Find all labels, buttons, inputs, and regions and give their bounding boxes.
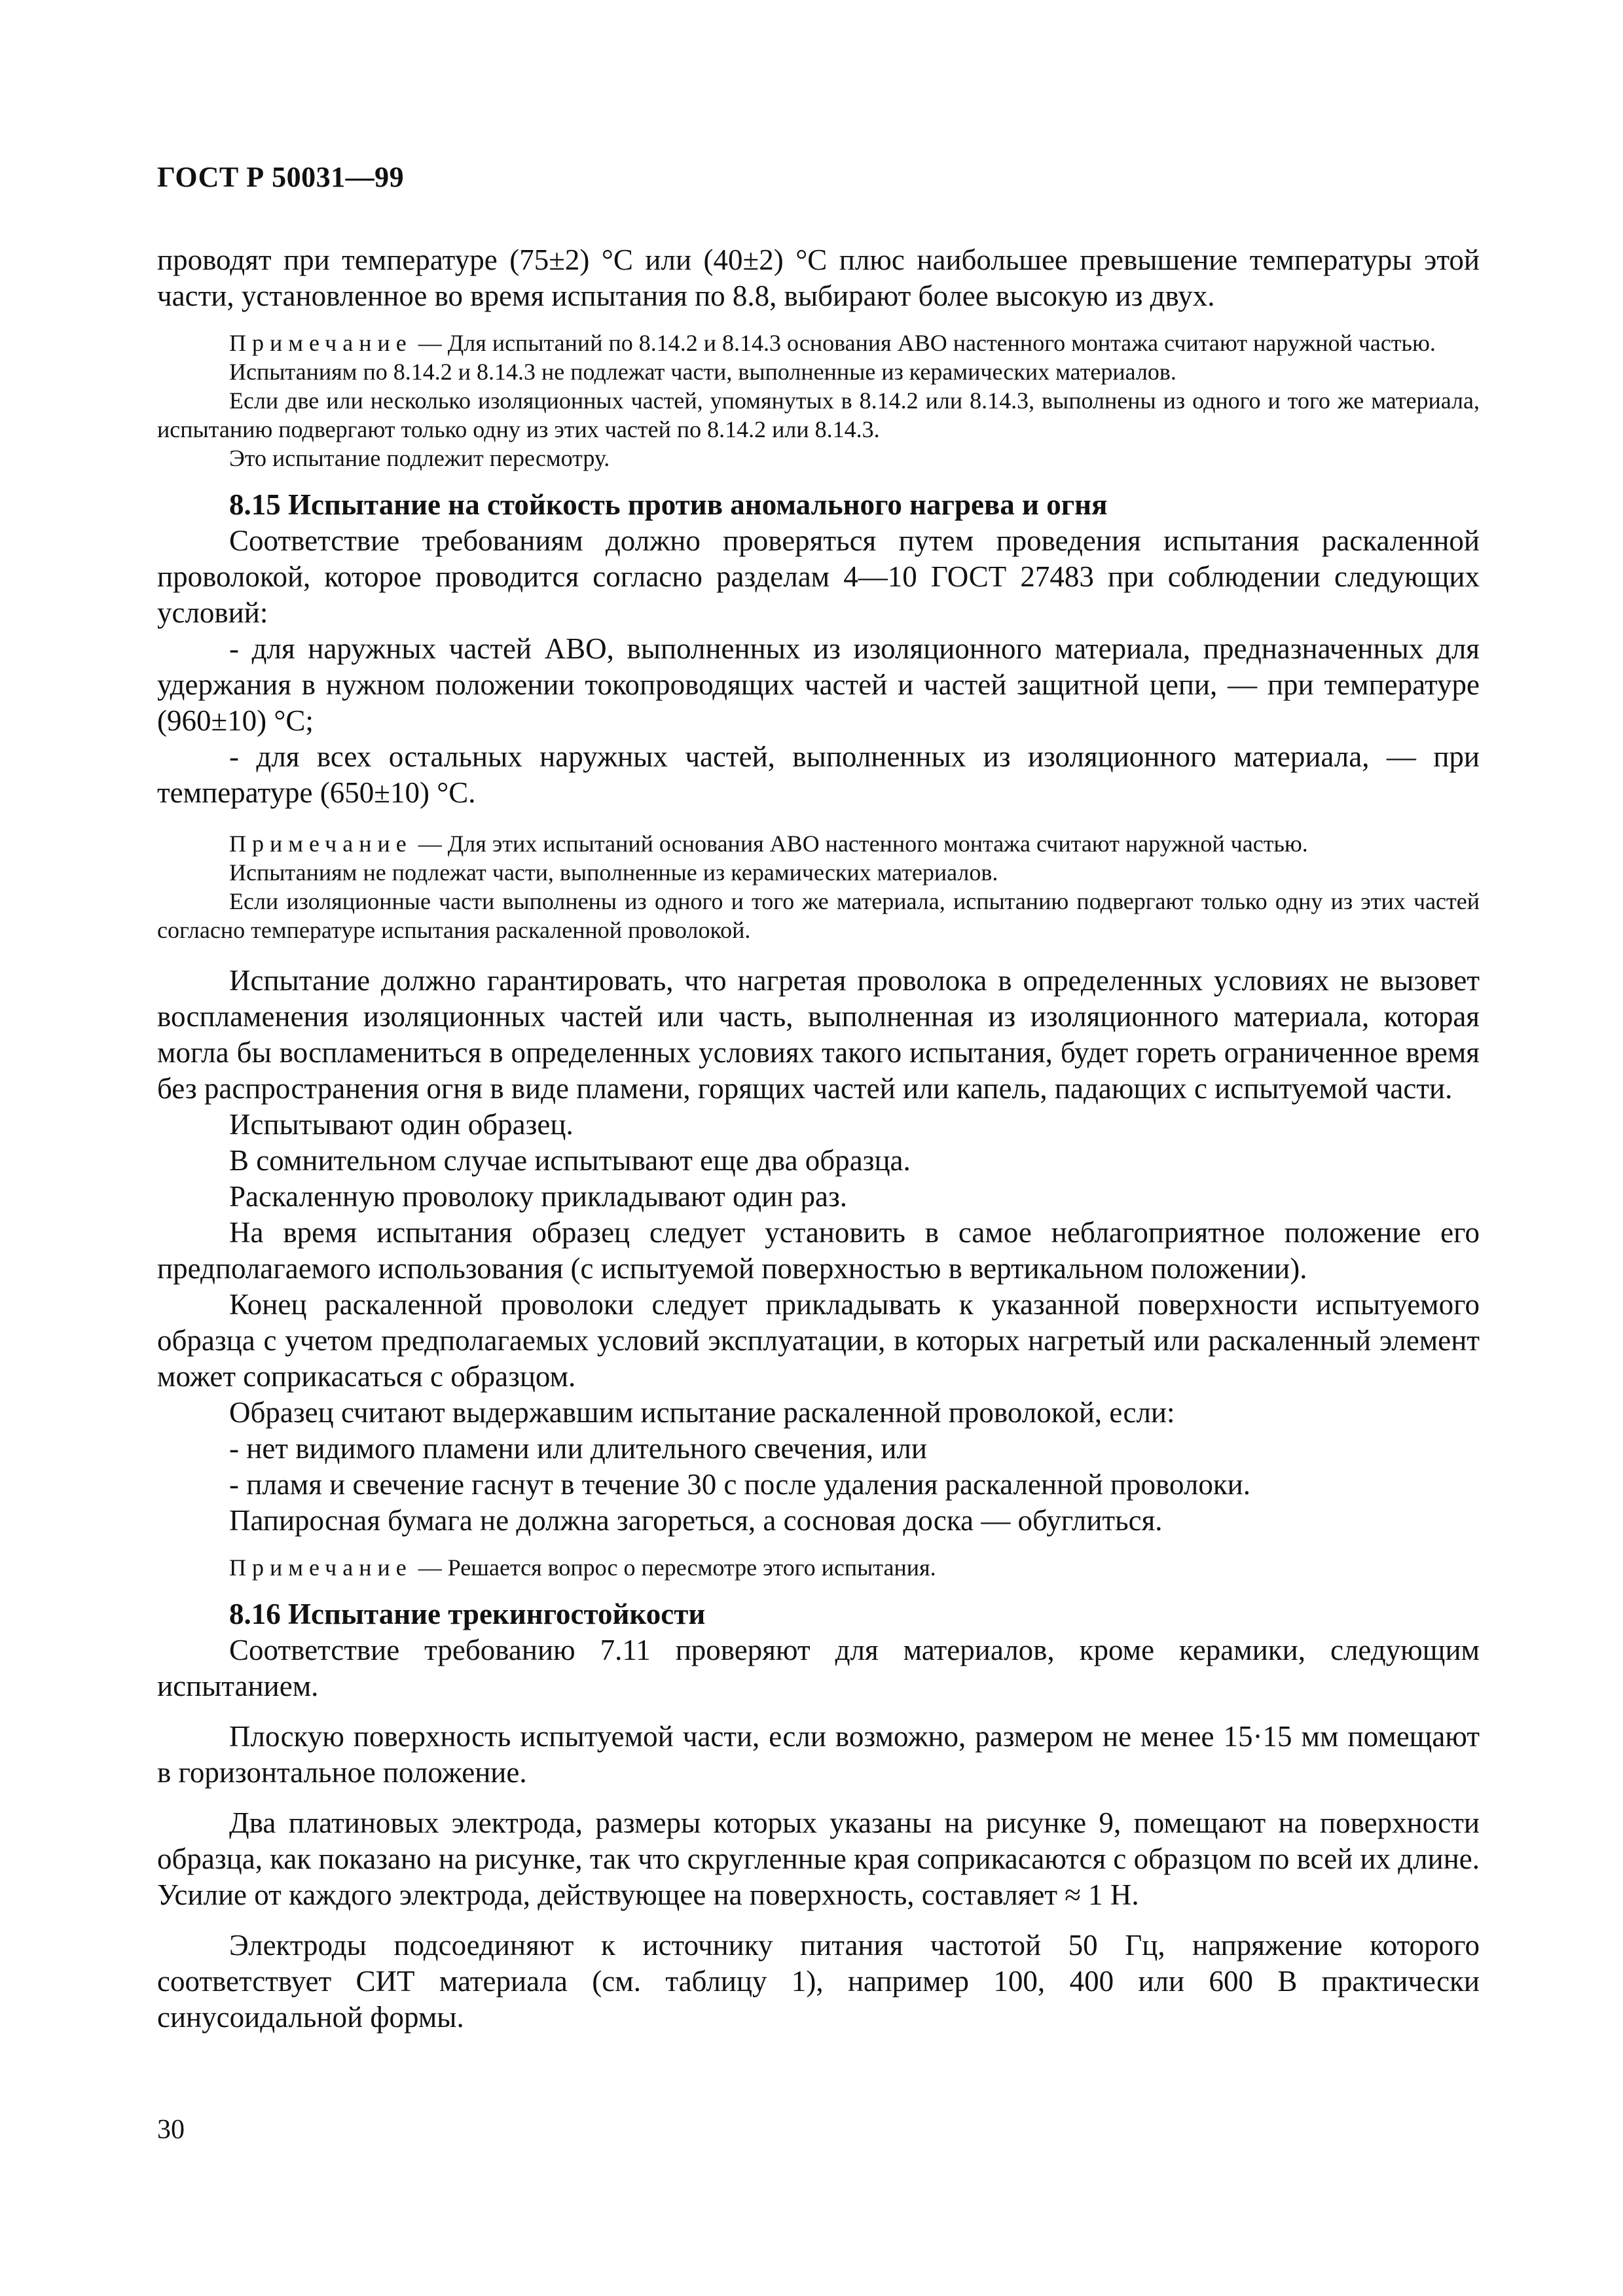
document-body (157, 242, 1480, 2036)
paragraph: Соответствие требованию 7.11 проверяют для материалов, кроме керамики, следующим испытанием. (157, 1634, 1480, 1702)
paragraph: В сомнительном случае испытывают еще два образца. (229, 1144, 911, 1177)
list-item: - для наружных частей АВО, выполненных из изоляционного материала, предназначенных для удержания в нужном положении токопроводящих частей и частей защитной цепи, — при температуре (960±10) °С; (157, 632, 1480, 737)
note-paragraph: Если изоляционные части выполнены из одного и того же материала, испытанию подвергают только одну из этих частей согласно температуре испытания раскаленной проволокой. (157, 888, 1480, 943)
section-heading-8-15: 8.15 Испытание на стойкость против аномального нагрева и огня (229, 488, 1108, 521)
note-text: — Для испытаний по 8.14.2 и 8.14.3 основания АВО настенного монтажа считают наружной частью. (412, 330, 1436, 356)
note-label: Примечание (229, 1554, 412, 1581)
note-text: — Для этих испытаний основания АВО настенного монтажа считают наружной частью. (412, 831, 1308, 857)
list-item: - для всех остальных наружных частей, выполненных из изоляционного материала, — при температуре (650±10) °С. (157, 740, 1480, 809)
paragraph: Плоскую поверхность испытуемой части, если возможно, размером не менее 15·15 мм помещают в горизонтальное положение. (157, 1720, 1480, 1789)
note-text: — Решается вопрос о пересмотре этого испытания. (412, 1554, 936, 1581)
paragraph: Электроды подсоединяют к источнику питания частотой 50 Гц, напряжение которого соответствует СИТ материала (см. таблицу 1), например 100, 400 или 600 В практически синусоидальной формы. (157, 1929, 1480, 2034)
paragraph: Папиросная бумага не должна загореться, а сосновая доска — обуглиться. (229, 1504, 1163, 1537)
note-paragraph: Если две или несколько изоляционных частей, упомянутых в 8.14.2 или 8.14.3, выполнены из одного и того же материала, испытанию подвергают только одну из этих частей по 8.14.2 или 8.14.3. (157, 387, 1480, 442)
document-page (157, 0, 1480, 2296)
note (157, 1553, 1480, 1582)
note-label: Примечание (229, 330, 412, 356)
paragraph: Образец считают выдержавшим испытание раскаленной проволокой, если: (229, 1396, 1175, 1429)
note-paragraph: Испытаниям по 8.14.2 и 8.14.3 не подлежат части, выполненные из керамических материалов. (229, 359, 1176, 385)
paragraph: проводят при температуре (75±2) °С или (40±2) °С плюс наибольшее превышение температуры этой части, установленное во время испытания по 8.8, выбирают более высокую из двух. (157, 243, 1480, 312)
section-heading-8-16: 8.16 Испытание трекингостойкости (229, 1598, 706, 1630)
list-item: - нет видимого пламени или длительного свечения, или (229, 1432, 927, 1465)
note (157, 329, 1480, 357)
page-number: 30 (157, 2115, 185, 2145)
paragraph: Испытание должно гарантировать, что нагретая проволока в определенных условиях не вызовет воспламенения изоляционных частей или часть, выполненная из изоляционного материала, которая могла бы воспламениться в определенных условиях такого испытания, будет гореть ограниченное время без распространения огня в виде пламени, горящих частей или капель, падающих с испытуемой части. (157, 964, 1480, 1105)
paragraph: Испытывают один образец. (229, 1108, 574, 1141)
page-header: ГОСТ Р 50031—99 (157, 161, 405, 193)
note-paragraph: Испытаниям не подлежат части, выполненные из керамических материалов. (229, 859, 998, 886)
paragraph: Соответствие требованиям должно проверяться путем проведения испытания раскаленной проволокой, которое проводится согласно разделам 4—10 ГОСТ 27483 при соблюдении следующих условий: (157, 524, 1480, 629)
paragraph: Конец раскаленной проволоки следует прикладывать к указанной поверхности испытуемого образца с учетом предполагаемых условий эксплуатации, в которых нагретый или раскаленный элемент может соприкасаться с образцом. (157, 1288, 1480, 1393)
paragraph: Раскаленную проволоку прикладывают один раз. (229, 1180, 848, 1213)
list-item: - пламя и свечение гаснут в течение 30 с после удаления раскаленной проволоки. (229, 1468, 1251, 1501)
paragraph: На время испытания образец следует установить в самое неблагоприятное положение его предполагаемого использования (с испытуемой поверхностью в вертикальном положении). (157, 1216, 1480, 1285)
paragraph: Два платиновых электрода, размеры которых указаны на рисунке 9, помещают на поверхности образца, как показано на рисунке, так что скругленные края соприкасаются с образцом по всей их длине. Усилие от каждого электрода, действующее на поверхность, составляет ≈ 1 Н. (157, 1806, 1480, 1911)
note-label: Примечание (229, 831, 412, 857)
note (157, 829, 1480, 858)
note-paragraph: Это испытание подлежит пересмотру. (229, 445, 610, 471)
